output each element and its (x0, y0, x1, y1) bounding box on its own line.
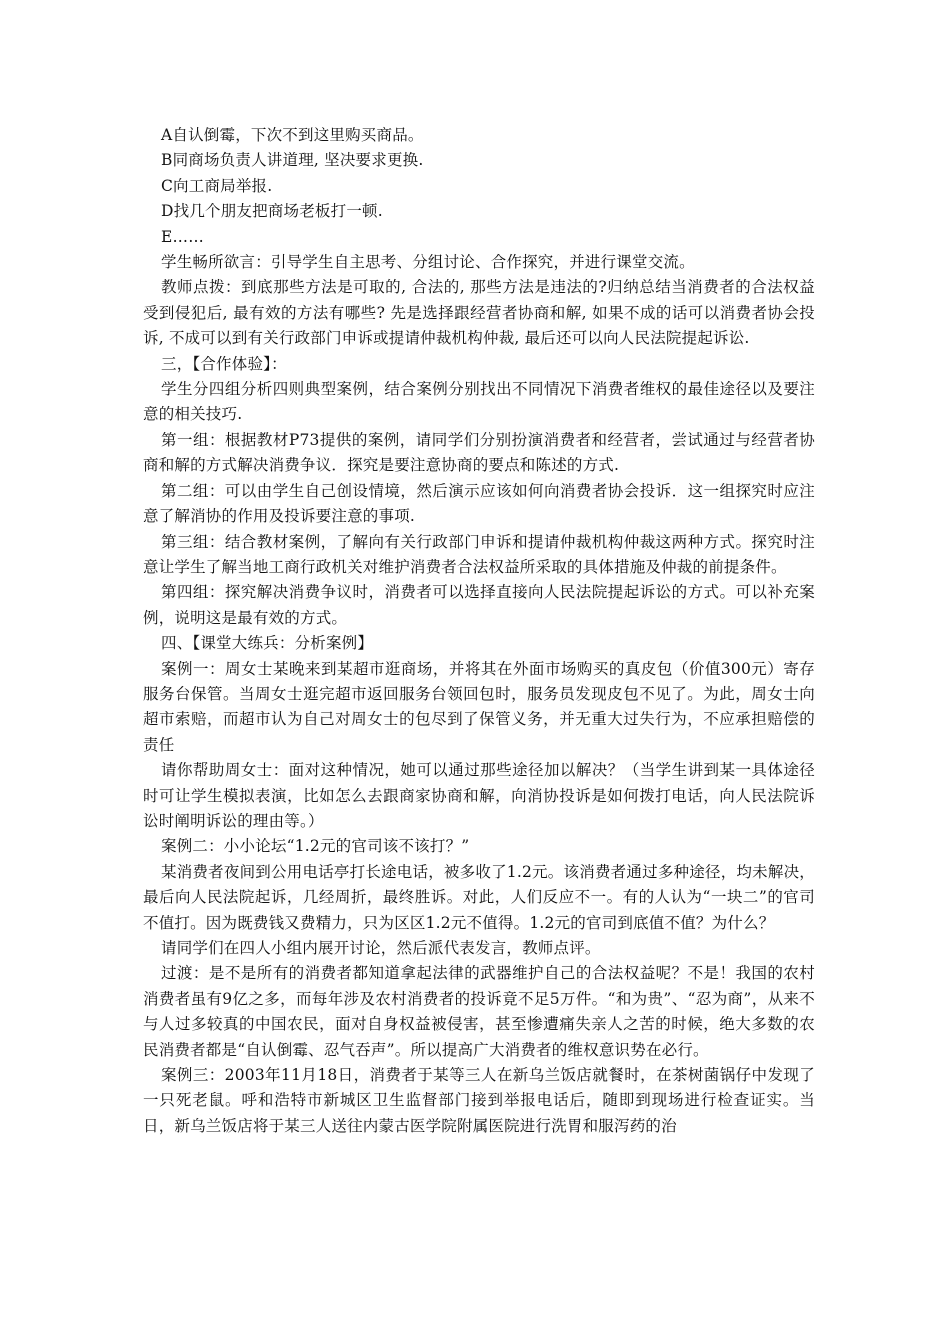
paragraph-case-three: 案例三：2003年11月18日，消费者于某等三人在新乌兰饭店就餐时，在茶树菌锅仔中发现了一只死老鼠。呼和浩特市新城区卫生监督部门接到举报电话后，随即到现场进行检查证实。当日，新乌兰饭店将于某三人送往内蒙古医学院附属医院进行洗胃和服泻药的治 (143, 1066, 815, 1135)
section-heading-practice: 四、【课堂大练兵：分析案例】 (161, 634, 374, 653)
paragraph-group-analysis: 学生分四组分析四则典型案例，结合案例分别找出不同情况下消费者维权的最佳途径以及要注意的相关技巧. (143, 380, 815, 424)
option-c: C向工商局举报. (161, 176, 273, 195)
paragraph-group-three: 第三组：结合教材案例，了解向有关行政部门申诉和提请仲裁机构仲裁这两种方式。探究时注意让学生了解当地工商行政机关对维护消费者合法权益所采取的具体措施及仲裁的前提条件。 (143, 532, 815, 576)
section-heading-cooperation: 三，【合作体验】： (161, 354, 287, 373)
paragraph-group-two: 第二组：可以由学生自己创设情境，然后演示应该如何向消费者协会投诉．这一组探究时应注意了解消协的作用及投诉要注意的事项. (143, 481, 815, 526)
option-e: E…… (161, 227, 204, 246)
paragraph-case-one-question: 请你帮助周女士：面对这种情况，她可以通过那些途径加以解决？（当学生讲到某一具体途径时可让学生模拟表演，比如怎么去跟商家协商和解，向消协投诉是如何拨打电话，向人民法院诉讼时阐明诉讼的理由等。） (143, 761, 815, 830)
paragraph-teacher-guidance: 教师点拨：到底那些方法是可取的, 合法的, 那些方法是违法的?归纳总结当消费者的合法权益受到侵犯后, 最有效的方法有哪些? 先是选择跟经营者协商和解, 如果不成的话可以消费者协会投诉, 不成可以到有关行政部门申诉或提请仲裁机构仲裁, 最后还可以向人民法院提起诉讼. (143, 278, 815, 348)
paragraph-transition: 过渡：是不是所有的消费者都知道拿起法律的武器维护自己的合法权益呢？不是！我国的农村消费者虽有9亿之多，而每年涉及农村消费者的投诉竟不足5万件。“和为贵”、“忍为商”，从来不与人过多较真的中国农民，面对自身权益被侵害，甚至惨遭痛失亲人之苦的时候，绝大多数的农民消费者都是“自认倒霉、忍气吞声”。所以提高广大消费者的维权意识势在必行。 (143, 964, 815, 1059)
paragraph-case-one: 案例一：周女士某晚来到某超市逛商场，并将其在外面市场购买的真皮包（价值300元）寄存服务台保管。当周女士逛完超市返回服务台领回包时，服务员发现皮包不见了。为此，周女士向超市索赔，而超市认为自己对周女士的包尽到了保管义务，并无重大过失行为，不应承担赔偿的责任 (143, 659, 815, 754)
paragraph-group-four: 第四组：探究解决消费争议时，消费者可以选择直接向人民法院提起诉讼的方式。可以补充案例，说明这是最有效的方式。 (143, 583, 815, 627)
paragraph-group-one: 第一组：根据教材P73提供的案例，请同学们分别扮演消费者和经营者，尝试通过与经营者协商和解的方式解决消费争议．探究是要注意协商的要点和陈述的方式. (143, 430, 815, 475)
paragraph-case-two: 某消费者夜间到公用电话亭打长途电话，被多收了1.2元。该消费者通过多种途径，均未解决，最后向人民法院起诉，几经周折，最终胜诉。对此，人们反应不一。有的人认为“一块二”的官司不值打。因为既费钱又费精力，只为区区1.2元不值得。1.2元的官司到底值不值？为什么？ (143, 862, 815, 932)
paragraph-student-discussion: 学生畅所欲言：引导学生自主思考、分组讨论、合作探究，并进行课堂交流。 (161, 253, 695, 272)
option-d: D找几个朋友把商场老板打一顿. (161, 202, 383, 221)
option-a: A自认倒霉，下次不到这里购买商品。 (161, 126, 424, 144)
document-body (143, 123, 815, 1139)
paragraph-case-two-title: 案例二：小小论坛“1.2元的官司该不该打？” (161, 837, 470, 856)
paragraph-case-two-discussion: 请同学们在四人小组内展开讨论，然后派代表发言，教师点评。 (161, 939, 601, 957)
option-b: B同商场负责人讲道理, 坚决要求更换. (161, 151, 424, 170)
